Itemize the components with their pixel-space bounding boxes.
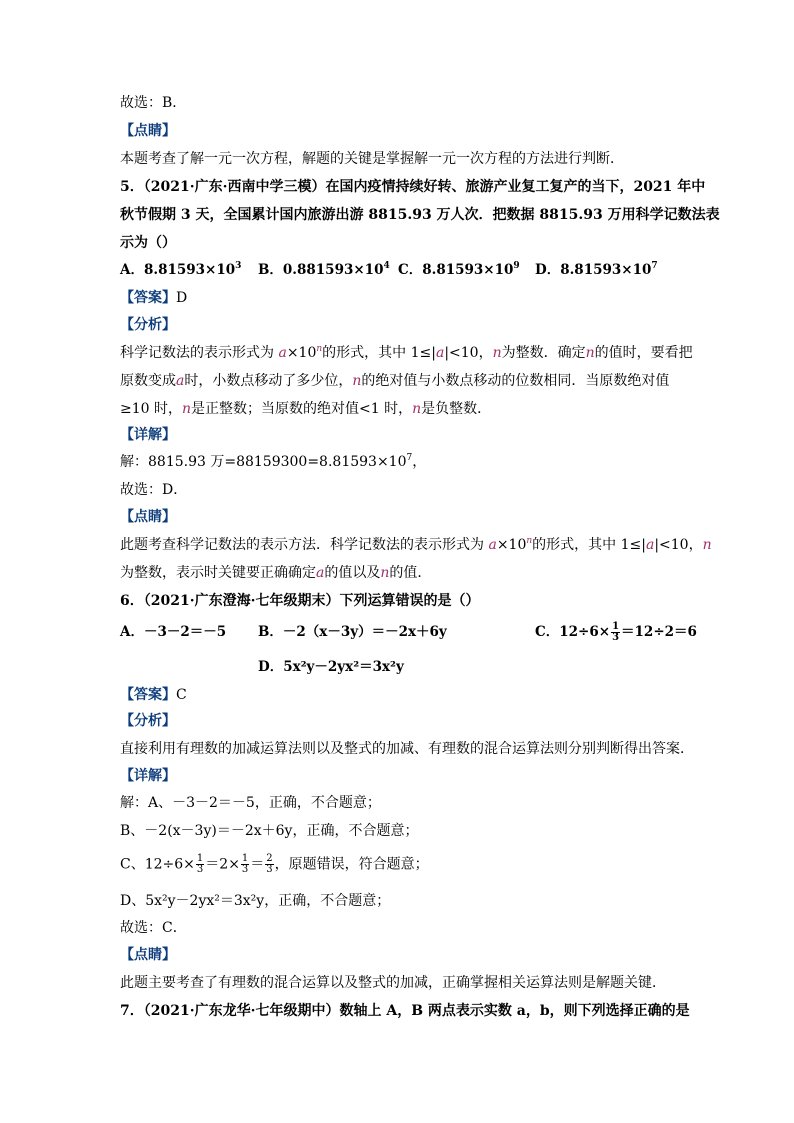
q6-analysis-line: 直接利用有理数的加减运算法则以及整式的加减、有理数的混合运算法则分别判断得出答案． (120, 741, 694, 757)
q6-option-b: B．－2（x－3y）＝－2x＋6y (258, 624, 447, 640)
section-tag-fenxi: 【分析】 (120, 713, 176, 729)
section-tag-dianjing: 【点睛】 (120, 123, 176, 139)
q6-solution-line: B、－2(x－3y)＝－2x＋6y，正确，不合题意； (120, 823, 419, 839)
q5-solution-line: 故选：D． (120, 482, 188, 498)
q5-option-c: C．$8.81593\times 10^9$ (398, 261, 520, 278)
q5-option-a: A．$8.81593\times 10^3$ (120, 261, 242, 278)
section-tag-dianjing: 【点睛】 (120, 947, 176, 963)
question-6-stem: 6．（2021·广东澄海·七年级期末）下列运算错误的是（） (120, 593, 480, 609)
q6-solution-line: C、12÷6× $\frac{1}{3}$ ＝2× $\frac{1}{3}$ ＝ $\frac{2}{3}$ ，原题错误，符合题意； (120, 853, 429, 875)
q5-solution-line: 解：8815.93 万$=88159300=8.81593\times 10^7$， (120, 453, 427, 470)
q6-solution-line: 解：A、－3－2＝－5，正确，不合题意； (120, 795, 381, 811)
q5-option-d: D．$8.81593\times 10^7$ (535, 261, 658, 278)
question-5-stem: 5．（2021·广东·西南中学三模）在国内疫情持续好转、旅游产业复工复产的当下，2021 年中 (120, 179, 706, 195)
section-tag-xiangjie: 【详解】 (120, 768, 176, 784)
section-tag-fenxi: 【分析】 (120, 317, 176, 333)
text-line: 本题考查了解一元一次方程，解题的关键是掌握解一元一次方程的方法进行判断． (120, 151, 624, 167)
question-5-stem: 秋节假期 3 天，全国累计国内旅游出游 8815.93 万人次．把数据 8815.93 万用科学记数法表 (120, 207, 720, 223)
q6-option-a: A．－3－2＝－5 (120, 624, 227, 640)
section-tag-xiangjie: 【详解】 (120, 427, 176, 443)
q6-comment-line: 此题主要考查了有理数的混合运算以及整式的加减，正确掌握相关运算法则是解题关键． (120, 975, 666, 991)
q5-answer: 【答案】D (120, 290, 188, 306)
q5-comment-line: 为整数，表示时关键要正确确定a的值以及n的值． (120, 565, 432, 581)
q5-analysis-line: 原数变成a时，小数点移动了多少位，n的绝对值与小数点移动的位数相同．当原数绝对值 (120, 373, 670, 389)
q5-analysis-line: 科学记数法的表示形式为 $a\times 10^n$的形式，其中 1≤|a|<10，n为整数．确定n的值时，要看把 (120, 344, 693, 361)
q6-option-c: C．12÷6× $\frac{1}{3}$ ＝12÷2＝6 (535, 621, 697, 643)
q5-comment-line: 此题考查科学记数法的表示方法．科学记数法的表示形式为 $a\times 10^n$的形式，其中 1≤|a|<10，n (120, 536, 712, 553)
question-7-stem: 7．（2021·广东龙华·七年级期中）数轴上 A，B 两点表示实数 a，b，则下列选择正确的是 (120, 1003, 690, 1019)
q6-option-d: D．5x²y－2yx²＝3x²y (258, 659, 404, 675)
q6-solution-line: D、5x²y－2yx²＝3x²y，正确，不合题意； (120, 893, 391, 909)
section-tag-dianjing: 【点睛】 (120, 509, 176, 525)
text-line: 故选：B． (120, 95, 187, 111)
q6-answer: 【答案】C (120, 687, 187, 703)
q5-analysis-line: ≥10 时，n是正整数；当原数的绝对值<1 时，n是负整数． (120, 401, 492, 417)
question-5-stem: 示为（） (120, 235, 176, 251)
q5-option-b: B．$0.881593\times 10^4$ (258, 261, 390, 278)
q6-solution-line: 故选：C． (120, 920, 187, 936)
